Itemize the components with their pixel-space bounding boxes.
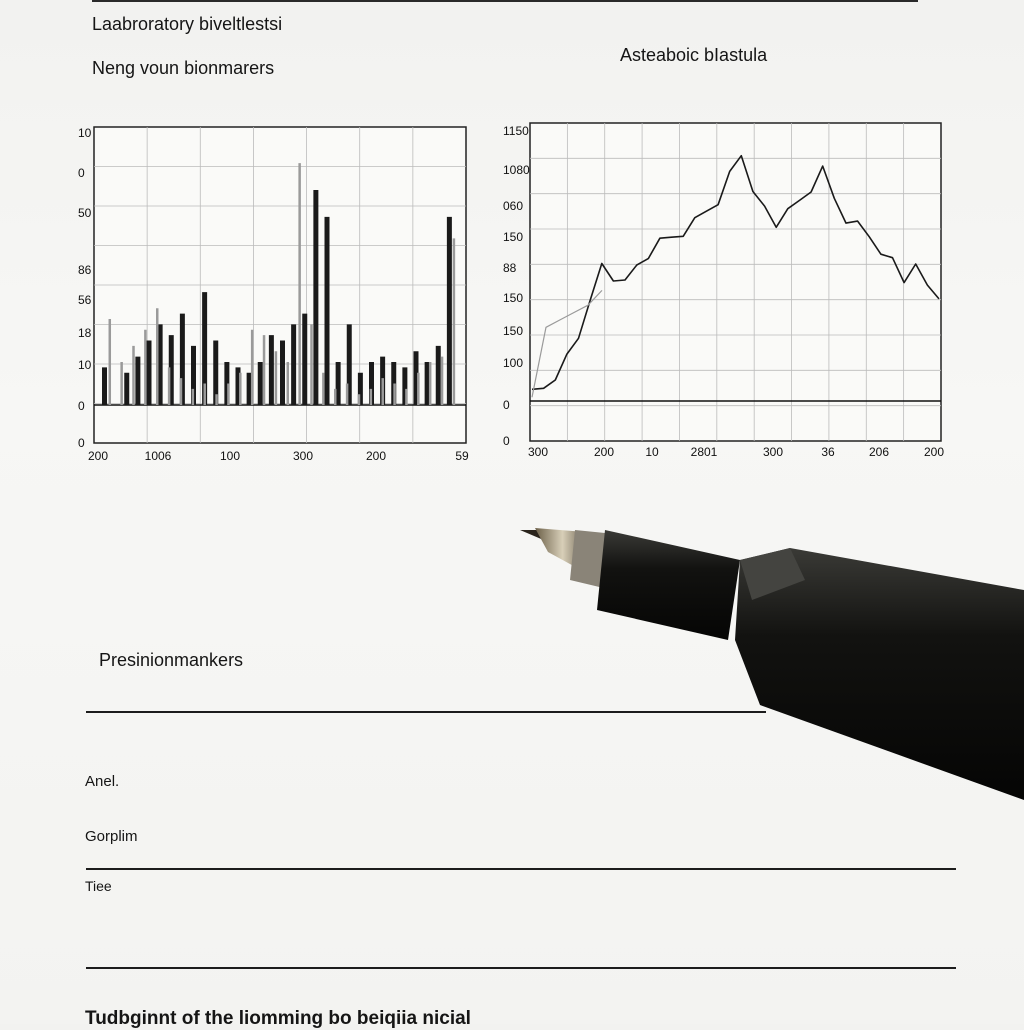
y-tick-label: 0	[503, 434, 510, 448]
y-tick-label: 56	[78, 293, 92, 307]
x-tick-label: 206	[868, 445, 890, 459]
y-tick-label: 150	[503, 324, 524, 338]
x-tick-label: 10	[645, 445, 659, 459]
y-tick-label: 0	[78, 166, 85, 180]
y-tick-label: 86	[78, 263, 92, 277]
y-tick-label: 10	[78, 358, 92, 372]
y-tick-label: 0	[78, 399, 85, 413]
y-tick-label: 18	[78, 326, 92, 340]
x-tick-label: 2801	[690, 445, 718, 459]
x-tick-label: 300	[762, 445, 784, 459]
x-tick-label: 200	[87, 449, 109, 463]
y-tick-label: 150	[503, 230, 524, 244]
form-label-anel: Anel.	[85, 773, 120, 790]
right-chart-title: Asteaboic bIastula	[620, 45, 768, 65]
x-tick-label: 36	[821, 445, 835, 459]
x-tick-label: 59	[455, 449, 469, 463]
x-tick-label: 100	[219, 449, 241, 463]
y-tick-label: 50	[78, 206, 92, 220]
y-tick-label: 060	[503, 199, 524, 213]
y-tick-label: 88	[503, 261, 517, 275]
y-tick-label: 100	[503, 356, 524, 370]
y-tick-label: 0	[78, 436, 85, 450]
x-tick-label: 300	[527, 445, 549, 459]
y-tick-label: 150	[503, 291, 524, 305]
form-label-tiee: Tiee	[85, 878, 112, 894]
x-tick-label: 1006	[144, 449, 172, 463]
y-tick-label: 10	[78, 126, 92, 140]
x-tick-label: 200	[365, 449, 387, 463]
x-tick-label: 200	[923, 445, 945, 459]
document-title: Laabroratory biveltlestsi	[92, 14, 283, 34]
y-tick-label: 0	[503, 398, 510, 412]
y-tick-label: 1150	[503, 124, 529, 138]
y-tick-label: 1080	[503, 163, 530, 177]
pen-body	[520, 528, 1024, 800]
footer-text: Tudbginnt of the liomming bo beiqiia nicial	[85, 1008, 471, 1029]
document-subtitle: Neng voun bionmarers	[92, 58, 275, 78]
form-label-gorplim: Gorplim	[85, 828, 138, 845]
section-heading: Presinionmankers	[99, 650, 244, 670]
x-tick-label: 300	[292, 449, 314, 463]
x-tick-label: 200	[593, 445, 615, 459]
